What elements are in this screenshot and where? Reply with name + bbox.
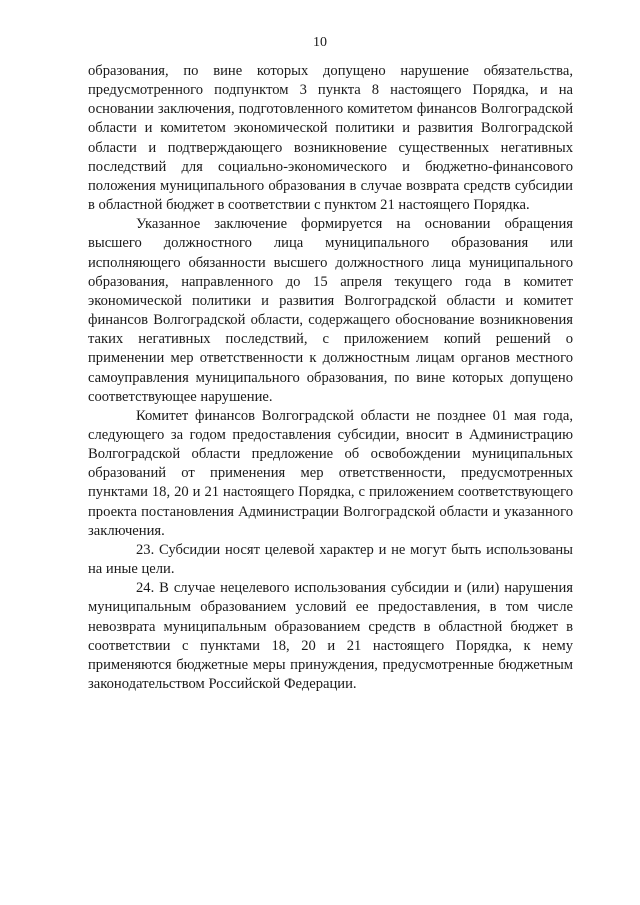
paragraph-finance-committee: Комитет финансов Волгоградской области не позднее 01 мая года, следующего за годом предоставления субсидии, вносит в Администрацию Волгоградской области предложение об освобождении муниципальных образований от применения мер ответственности, предусмотренных пунктами 18, 20 и 21 настоящего Порядка, с приложением соответствующего проекта постановления Администрации Волгоградской области и указанного заключения. xyxy=(88,407,573,539)
paragraph-item-23: 23. Субсидии носят целевой характер и не могут быть использованы на иные цели. xyxy=(88,541,573,578)
paragraph-conclusion-basis: Указанное заключение формируется на основании обращения высшего должностного лица муниципального образования или исполняющего обязанности высшего должностного лица муниципального образования, направленного до 15 апреля текущего года в комитет экономической политики и развития Волгоградской области и комитет финансов Волгоградской области, содержащего обоснование возникновения таких негативных последствий, с приложением копий решений о применении мер ответственности к должностным лицам органов местного самоуправления муниципального образования, по вине которых допущено соответствующее нарушение. xyxy=(88,216,573,405)
document-body xyxy=(88,62,573,694)
paragraph-item-24: 24. В случае нецелевого использования субсидии и (или) нарушения муниципальным образованием условий ее предоставления, в том числе невозврата муниципальным образованием средств в областной бюджет в соответствии с пунктами 18, 20 и 21 настоящего Порядка, к нему применяются бюджетные меры принуждения, предусмотренные бюджетным законодательством Российской Федерации. xyxy=(88,580,573,692)
page-number: 10 xyxy=(313,35,327,50)
paragraph-continuation: образования, по вине которых допущено нарушение обязательства, предусмотренного подпунктом 3 пункта 8 настоящего Порядка, и на основании заключения, подготовленного комитетом финансов Волгоградской области и комитетом экономической политики и развития Волгоградской области и подтверждающего возникновение существенных негативных последствий для социально-экономического и бюджетно-финансового положения муниципального образования в случае возврата средств субсидии в областной бюджет в соответствии с пунктом 21 настоящего Порядка. xyxy=(88,63,573,214)
